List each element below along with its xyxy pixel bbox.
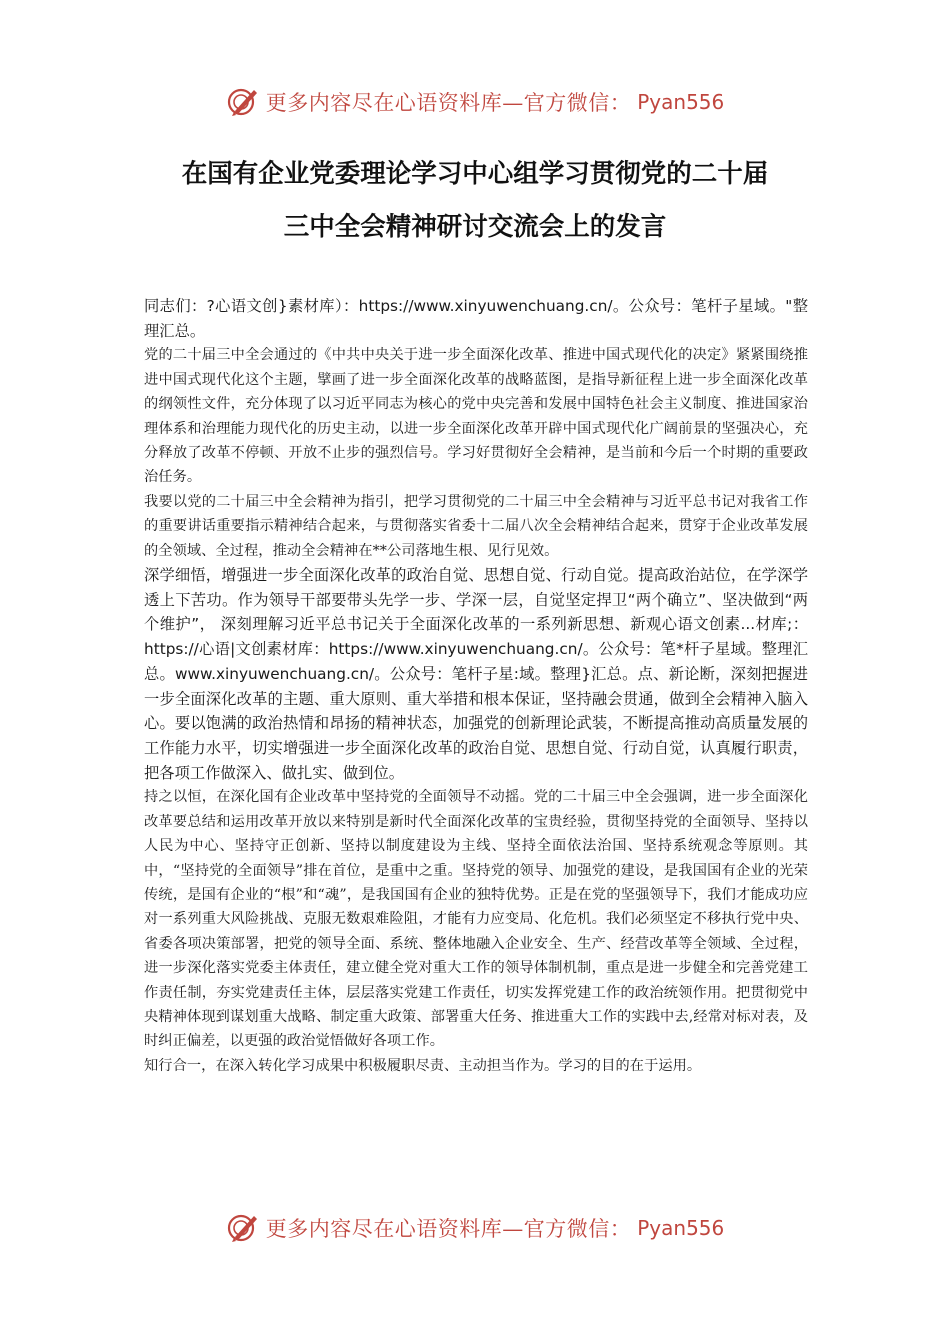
pen-logo-icon (226, 1211, 260, 1245)
banner-text: 更多内容尽在心语资料库—官方微信： (265, 91, 632, 115)
paragraph-intro: 党的二十届三中全会通过的《中共中央关于进一步全面深化改革、推进中国式现代化的决定》紧紧围绕推进中国式现代化这个主题，擘画了进一步全面深化改革的战略蓝图，是指导新征程上进一步全面深化改革的纲领性文件，充分体现了以习近平同志为核心的党中央完善和发展中国特色社会主义制度、推进国家治理体系和治理能力现代化的历史主动，以进一步全面深化改革开辟中国式现代化广阔前景的坚强决心，充分释放了改革不停顿、开放不止步的强烈信号。学习好贯彻好全会精神，是当前和今后一个时期的重要政治任务。 (144, 347, 808, 486)
paragraph-greeting: 同志们：?心语文创}素材库）：https://www.xinyuwenchuang.cn/。公众号：笔杆子星域。"整理汇总。 (144, 297, 808, 340)
banner-text: 更多内容尽在心语资料库—官方微信： (265, 1217, 632, 1241)
title-line-2: 三中全会精神研讨交流会上的发言 (283, 212, 667, 242)
paragraph-guidance: 我要以党的二十届三中全会精神为指引，把学习贯彻党的二十届三中全会精神与习近平总书记对我省工作的重要讲话重要指示精神结合起来，与贯彻落实省委十二届八次全会精神结合起来，贯穿于企业改革发展的全领域、全过程，推动全会精神在**公司落地生根、见行见效。 (144, 493, 808, 559)
paragraph-deep-study: 深学细悟，增强进一步全面深化改革的政治自觉、思想自觉、行动自觉。提高政治站位，在学深学透上下苦功。作为领导干部要带头先学一步、学深一层，自觉坚定捍卫“两个确立”、坚决做到“两个维护”， 深刻理解习近平总书记关于全面深化改革的一系列新思想、新观心语文创素...材库;：https://心语|文创素材库：https://www.xinyuwenchuang.cn/。公众号：笔*杆子星域。整理汇总。www.xinyuwenchuang.cn/。公众号：笔杆子星:域。整理}汇总。点、新论断，深刻把握进一步全面深化改革的主题、重大原则、重大举措和根本保证，坚持融会贯通，做到全会精神入脑入心。要以饱满的政治热情和昂扬的精神状态，加强党的创新理论武装，不断提高推动高质量发展的工作能力水平，切实增强进一步全面深化改革的政治自觉、思想自觉、行动自觉，认真履行职责，把各项工作做深入、做扎实、做到位。 (144, 566, 808, 782)
pen-logo-icon (226, 85, 260, 119)
paragraph-practice: 知行合一，在深入转化学习成果中积极履职尽责、主动担当作为。学习的目的在于运用。 (144, 1057, 702, 1074)
footer-banner (0, 1206, 950, 1250)
header-banner (0, 80, 950, 124)
banner-wechat-id: Pyan556 (637, 1216, 725, 1240)
banner-wechat-id: Pyan556 (637, 90, 725, 114)
title-line-1: 在国有企业党委理论学习中心组学习贯彻党的二十届 (181, 159, 769, 189)
paragraph-party-leadership: 持之以恒，在深化国有企业改革中坚持党的全面领导不动摇。党的二十届三中全会强调，进一步全面深化改革要总结和运用改革开放以来特别是新时代全面深化改革的宝贵经验，贯彻坚持党的全面领导、坚持以人民为中心、坚持守正创新、坚持以制度建设为主线、坚持全面依法治国、坚持系统观念等原则。其中，“坚持党的全面领导”排在首位，是重中之重。坚持党的领导、加强党的建设，是我国国有企业的光荣传统，是国有企业的“根”和“魂”，是我国国有企业的独特优势。正是在党的坚强领导下，我们才能成功应对一系列重大风险挑战、克服无数艰难险阻，才能有力应变局、化危机。我们必须坚定不移执行党中央、省委各项决策部署，把党的领导全面、系统、整体地融入企业安全、生产、经营改革等全领域、全过程，进一步深化落实党委主体责任，建立健全党对重大工作的领导体制机制，重点是进一步健全和完善党建工作责任制，夯实党建责任主体，层层落实党建工作责任，切实发挥党建工作的政治统领作用。把贯彻党中央精神体现到谋划重大战略、制定重大政策、部署重大任务、推进重大工作的实践中去,经常对标对表，及时纠正偏差，以更强的政治觉悟做好各项工作。 (144, 789, 808, 1050)
document-title (60, 148, 890, 254)
document-body (144, 294, 808, 1078)
